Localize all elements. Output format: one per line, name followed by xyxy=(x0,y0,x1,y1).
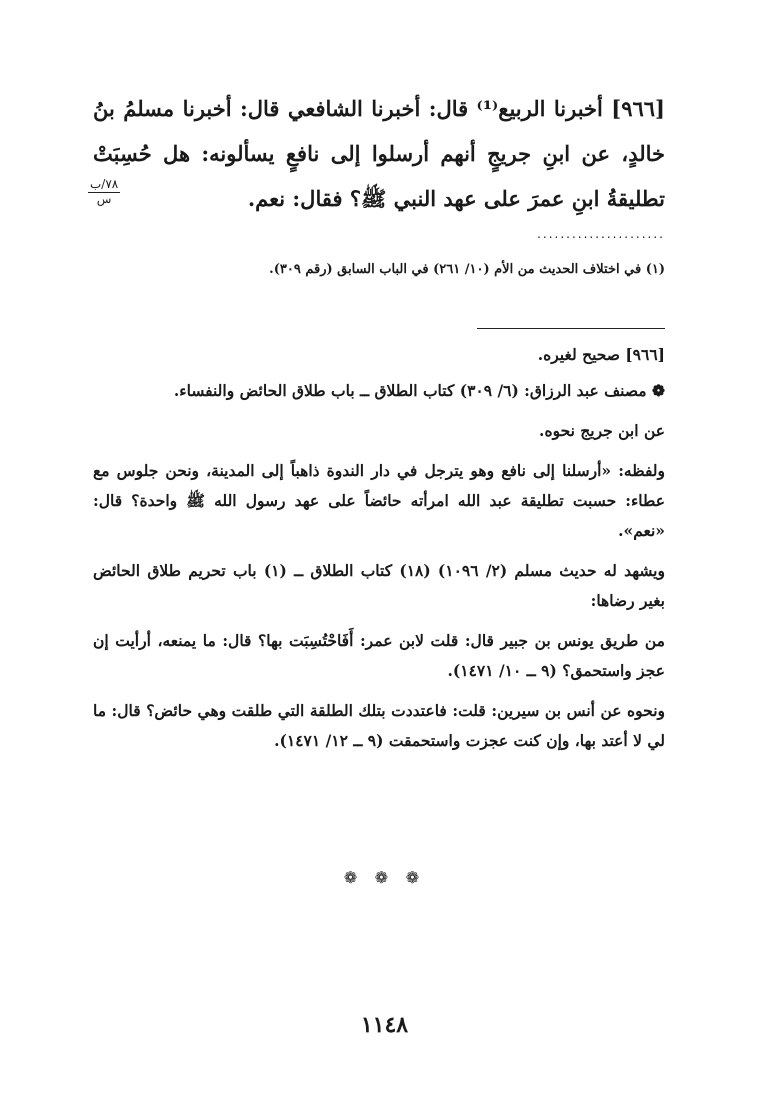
takhrij-paragraph: ويشهد له حديث مسلم (٢/ ١٠٩٦) (١٨) كتاب الطلاق ــ (١) باب تحريم طلاق الحائض بغير رضاها: xyxy=(93,561,665,610)
takhrij-grade: [٩٦٦] صحيح لغيره. xyxy=(537,345,665,364)
takhrij-paragraph: ونحوه عن أنس بن سيرين: قلت: فاعتددت بتلك الطلقة التي طلقت وهي حائض؟ قال: ما لي لا أعتد بها، وإن كنت عجزت واستحمقت (٩ ــ ١٢/ ١٤٧١). xyxy=(93,701,665,750)
takhrij-section xyxy=(93,340,665,766)
hadith-text: [٩٦٦] أخبرنا الربيع⁽¹⁾ قال: أخبرنا الشافعي قال: أخبرنا مسلمُ بنُ خالدٍ، عن ابنِ جريجٍ أنهم أرسلوا إلى نافعٍ يسألونه: هل حُسِبَتْ تطليقةُ ابنِ عمرَ على عهد النبي ﷺ؟ فقال: نعم. xyxy=(93,96,665,211)
footnote: (١) في اختلاف الحديث من الأم (١٠/ ٢٦١) في الباب السابق (رقم ٣٠٩). xyxy=(269,262,665,277)
margin-folio-number: ٧٨/ب xyxy=(90,177,119,191)
takhrij-paragraph: من طريق يونس بن جبير قال: قلت لابن عمر: أَفَاحْتُسِبَت بها؟ قال: ما يمنعه، أرأيت إن عجز واستحمق؟ (٩ ــ ١٠/ ١٤٧١). xyxy=(93,631,665,680)
section-divider xyxy=(477,328,665,329)
manuscript-margin-reference xyxy=(88,178,120,206)
takhrij-paragraph: ❁ مصنف عبد الرزاق: (٦/ ٣٠٩) كتاب الطلاق ــ باب طلاق الحائض والنفساء. xyxy=(173,381,665,400)
takhrij-paragraph: عن ابن جريج نحوه. xyxy=(539,421,665,440)
footnote-dotted-separator: ...................... xyxy=(537,227,665,241)
page-number: ١١٤٨ xyxy=(360,1012,409,1038)
takhrij-paragraph: ولفظه: «أرسلنا إلى نافع وهو يترجل في دار الندوة ذاهباً إلى المدينة، ونحن جلوس مع عطاء: حسبت تطليقة عبد الله امرأته حائضاً على عهد رسول الله ﷺ واحدة؟ قال: «نعم». xyxy=(93,461,665,540)
margin-manuscript-letter: س xyxy=(96,192,112,206)
section-end-stars: ❁ ❁ ❁ xyxy=(343,868,426,887)
